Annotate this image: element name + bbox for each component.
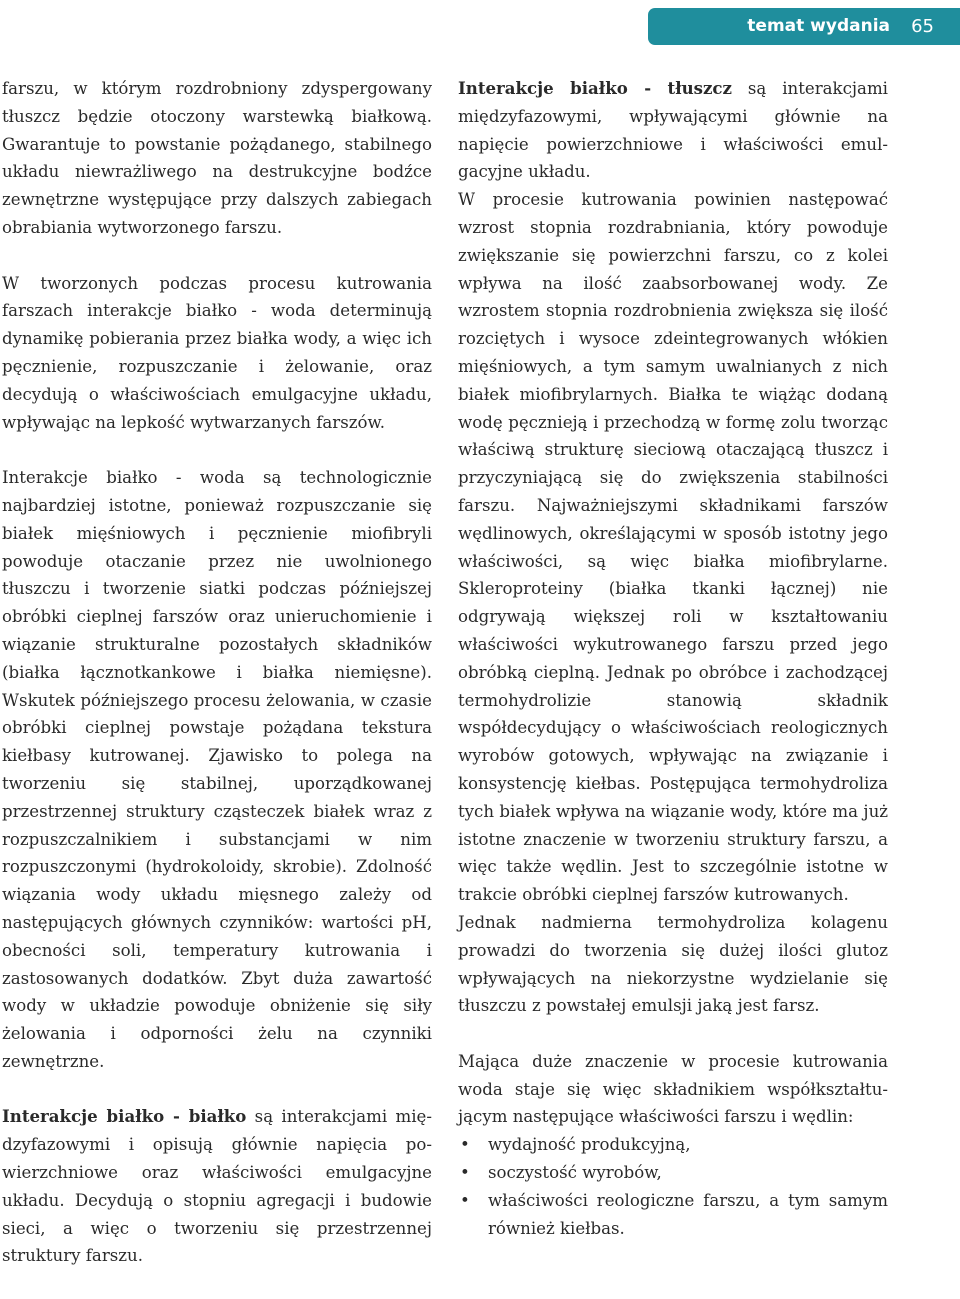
paragraph-text: są interakcjami międzyfazowymi i opisują głównie napięcia powierzchniowe oraz właściwości emulgacyjne układu. Decydują o stopniu agregacji i budowie sieci, a więc o tworzeniu się przestrzennej struktury farszu. bbox=[2, 1107, 432, 1266]
list-item: • soczystość wyrobów, bbox=[458, 1159, 888, 1187]
bullet-list bbox=[458, 1131, 888, 1242]
right-column bbox=[458, 75, 888, 1242]
paragraph bbox=[2, 1103, 432, 1270]
paragraph: Jednak nadmierna termohydroliza kolagenu prowadzi do tworzenia się dużej ilości glutoz wpływających na niekorzystne wydzielanie się tłuszczu z powstałej emulsji jaką jest farsz. bbox=[458, 912, 888, 1016]
list-item: • właściwości reologiczne farszu, a tym samym również kiełbas. bbox=[458, 1187, 888, 1243]
paragraph-text: są interakcjami międzyfazowymi, wpływającymi głównie na napięcie powierzchniowe i właściwości emulgacyjne układu. bbox=[458, 79, 888, 182]
section-label: temat wydania bbox=[747, 16, 890, 36]
paragraph: Mająca duże znaczenie w procesie kutrowania woda staje się więc składnikiem współkształtującym następujące właściwości farszu i wędlin: bbox=[458, 1051, 888, 1127]
page-number: 65 bbox=[911, 16, 934, 37]
bold-term: Interakcje białko - białko bbox=[2, 1106, 247, 1127]
list-item: • wydajność produkcyjną, bbox=[458, 1131, 888, 1159]
paragraph: W tworzonych podczas procesu kutrowania farszach interakcje białko - woda determinują dynamikę pobierania przez białka wody, a więc ich pęcznienie, rozpuszczanie i żelowanie, oraz decydują o właściwościach emulgacyjne układu, wpływając na lepkość wytwarzanych farszów. bbox=[2, 273, 432, 432]
bold-term: Interakcje białko - tłuszcz bbox=[458, 78, 732, 98]
paragraph bbox=[458, 75, 888, 186]
paragraph: farszu, w którym rozdrobniony zdyspergowany tłuszcz będzie otoczony warstewką białkową. Gwarantuje to powstanie pożądanego, stabilnego układu niewrażliwego na destrukcyjne bodźce zewnętrzne występujące przy dalszych zabiegach obrabiania wytworzonego farszu. bbox=[2, 79, 432, 237]
paragraph: Interakcje białko - woda są technologicznie najbardziej istotne, ponieważ rozpuszczanie się białek mięśniowych i pęcznienie miofibryli powoduje otaczanie przez nie uwolnionego tłuszczu i tworzenie siatki podczas późniejszej obróbki cieplnej farszów oraz unieruchomienie i wiązanie strukturalne pozostałych składników (białka łącznotkankowe i białka niemięsne). Wskutek późniejszego procesu żelowania, w czasie obróbki cieplnej powstaje pożądana tekstura kiełbasy kutrowanej. Zjawisko to polega na tworzeniu się stabilnej, uporządkowanej przestrzennej struktury cząsteczek białek wraz z rozpuszczalnikiem i substancjami w nim rozpuszczonymi (hydrokoloidy, skrobie). Zdolność wiązania wody układu mięsnego zależy od następujących głównych czynników: wartości pH, obecności soli, temperatury kutrowania i zastosowanych dodatków. Zbyt duża zawartość wody w układzie powoduje obniżenie się siły żelowania i odporności żelu na czynniki zewnętrzne. bbox=[2, 468, 432, 1071]
left-column bbox=[2, 75, 432, 1270]
paragraph: W procesie kutrowania powinien następować wzrost stopnia rozdrabniania, który powoduje zwiększanie się powierzchni farszu, co z kolei wpływa na ilość zaabsorbowanej wody. Ze wzrostem stopnia rozdrobnienia zwiększa się ilość rozciętych i wysoce zdeintegrowanych włókien mięśniowych, a tym samym uwalnianych z nich białek miofibrylarnych. Białka te wiążąc dodaną wodę pęcznieją i przechodzą w formę zolu tworząc właściwą strukturę sieciową otaczającą tłuszcz i przyczyniającą się do zwiększenia stabilności farszu. Najważniejszymi składnikami farszów wędlinowych, określającymi w sposób istotny jego właściwości, są więc białka miofibrylarne. Skleroproteiny (białka tkanki łącznej) nie odgrywają większej roli w kształtowaniu właściwości wykutrowanego farszu przed jego obróbką cieplną. Jednak po obróbce i zachodzącej termohydrolizie stanowią składnik współdecydujący o właściwościach reologicznych wyrobów gotowych, wpływając na związanie i konsystencję kiełbas. Postępująca termohydroliza tych białek wpływa na wiązanie wody, które ma już istotne znaczenie w tworzeniu struktury farszu, a więc także wędlin. Jest to szczególnie istotne w trakcie obróbki cieplnej farszów kutrowanych. bbox=[458, 190, 888, 905]
